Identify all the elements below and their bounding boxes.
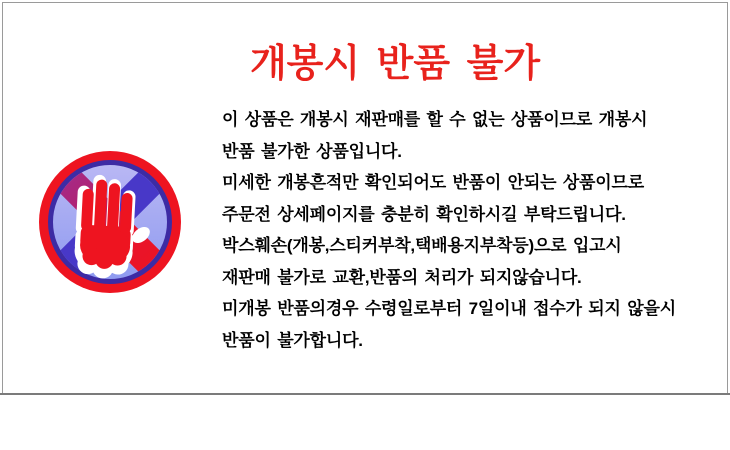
notice-body: [222, 104, 676, 356]
body-line-2: 반품 불가한 상품입니다.: [222, 141, 402, 161]
body-line-8: 반품이 불가합니다.: [222, 330, 363, 350]
body-line-5: 박스훼손(개봉,스티커부착,택배용지부착등)으로 입고시: [222, 236, 622, 255]
body-line-3: 미세한 개봉흔적만 확인되어도 반품이 안되는 상품이므로: [222, 173, 644, 192]
body-line-7: 미개봉 반품의경우 수령일로부터 7일이내 접수가 되지 않을시: [222, 299, 676, 318]
body-line-4: 주문전 상세페이지를 충분히 확인하시길 부탁드립니다.: [222, 204, 626, 224]
bottom-divider: [0, 393, 730, 395]
body-line-1: 이 상품은 개봉시 재판매를 할 수 없는 상품이므로 개봉시: [222, 110, 648, 129]
no-returns-stop-hand-icon: [38, 150, 182, 294]
notice-title: 개봉시 반품 불가: [249, 43, 541, 85]
body-line-6: 재판매 불가로 교환,반품의 처리가 되지않습니다.: [222, 267, 582, 287]
